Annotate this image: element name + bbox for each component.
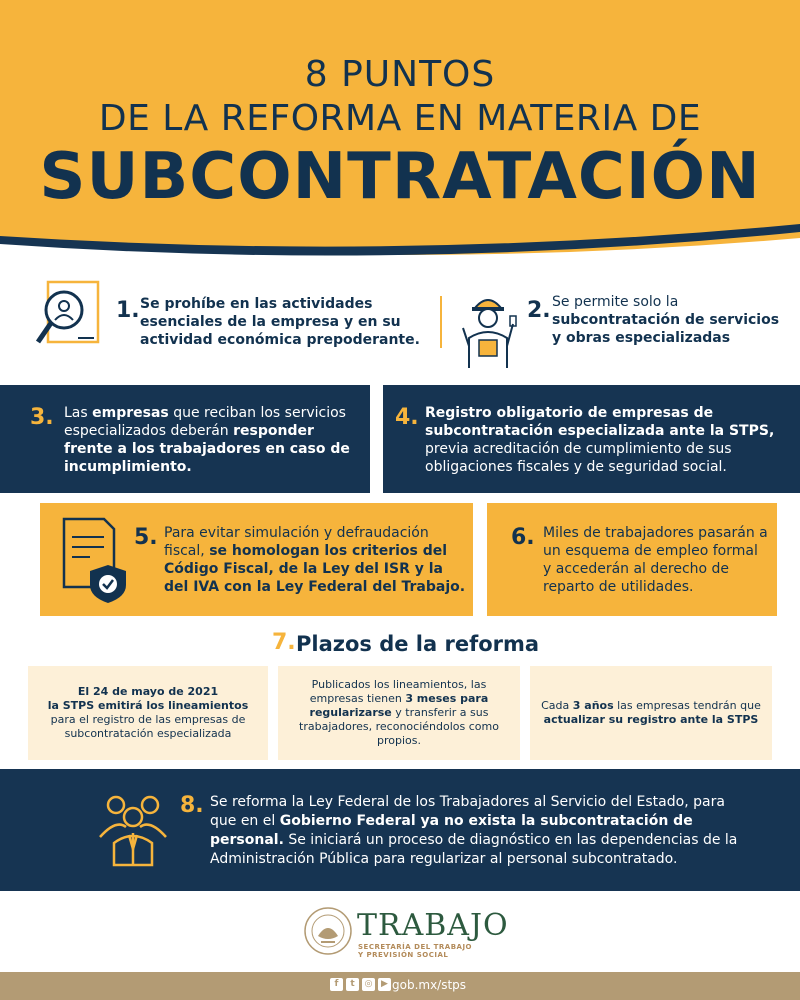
secretaria-label (358, 943, 472, 959)
instagram-icon[interactable]: ◎ (362, 978, 375, 991)
point-2-number: 2. (527, 298, 551, 323)
point-6-number: 6. (511, 525, 535, 550)
deadline-card-1 (28, 666, 268, 760)
document-shield-icon (60, 517, 130, 605)
trabajo-wordmark: TRABAJO (357, 908, 509, 943)
worker-icon (455, 290, 521, 370)
title-main: SUBCONTRATACIÓN (39, 140, 761, 214)
point-3-box (0, 385, 370, 493)
deadline-3-b2: actualizar su registro ante la STPS (543, 713, 759, 726)
point-8-t1: Se reforma la Ley Federal de los Trabajadores al Servicio del Estado, para que en el (210, 794, 725, 829)
point-2-bold: subcontratación de servicios y obras especializadas (552, 312, 780, 346)
point-5-bold: se homologan los criterios del Código Fiscal, de la Ley del ISR y la del IVA con la Ley Federal del Trabajo. (164, 543, 466, 595)
deadline-3-t1: Cada (541, 699, 573, 712)
secretaria-line-2: Y PREVISIÓN SOCIAL (358, 951, 449, 959)
point-4-plain: previa acreditación de cumplimiento de sus obligaciones fiscales y de seguridad social. (425, 441, 732, 475)
point-3-t1: Las (64, 405, 93, 421)
mexico-seal-logo (303, 906, 353, 956)
group-people-icon (96, 791, 170, 867)
point-7-number: 7. (272, 630, 296, 655)
point-8-bold: Gobierno Federal ya no exista la subcontratación de personal. (210, 813, 693, 848)
secretaria-line-1: SECRETARÍA DEL TRABAJO (358, 943, 473, 951)
plazos-title: Plazos de la reforma (296, 632, 540, 656)
point-5-number: 5. (134, 525, 158, 550)
point-5-plain: Para evitar simulación y defraudación fiscal, (164, 525, 429, 559)
point-8-t2: Se iniciará un proceso de diagnóstico en las dependencias de la Administración Pública para regularizar al personal subcontratado. (210, 832, 738, 867)
point-1-text: Se prohíbe en las actividades esenciales de la empresa y en su actividad económica prepoderante. (140, 296, 420, 348)
deadline-2-bold: 3 meses para regularizarse (309, 692, 489, 719)
point-5-box (40, 503, 473, 616)
point-8-text (210, 793, 750, 869)
point-4-bold: Registro obligatorio de empresas de subcontratación especializada ante la STPS, (425, 405, 775, 439)
social-icons (330, 978, 391, 991)
deadline-2-t2: y transferir a sus trabajadores, reconociéndolos como propios. (299, 706, 499, 747)
point-6-text: Miles de trabajadores pasarán a un esquema de empleo formal y accederán al derecho de reparto de utilidades. (543, 525, 768, 595)
deadline-1-text: para el registro de las empresas de subcontratación especializada (50, 713, 246, 740)
point-6-box (487, 503, 777, 616)
youtube-icon[interactable]: ▶ (378, 978, 391, 991)
deadline-2-t1: Publicados los lineamientos, las empresas tienen (309, 678, 487, 705)
point-3-b2: responder frente a los trabajadores en caso de incumplimiento. (64, 423, 350, 475)
title-line-2: DE LA REFORMA EN MATERIA DE (98, 98, 702, 139)
title-line-1: 8 PUNTOS (304, 54, 496, 95)
deadline-1-bold: la STPS emitirá los lineamientos (47, 699, 249, 712)
point-4-number: 4. (395, 405, 419, 430)
twitter-icon[interactable]: t (346, 978, 359, 991)
website-link[interactable]: gob.mx/stps (392, 978, 467, 992)
point-4-box (383, 385, 800, 493)
facebook-icon[interactable]: f (330, 978, 343, 991)
header-banner (0, 0, 800, 262)
point-3-t2: que reciban los servicios especializados deberán (64, 405, 346, 439)
deadline-3-b1: 3 años (572, 699, 614, 712)
point-5-text (164, 524, 466, 596)
point-4-text (425, 404, 795, 476)
points-divider (440, 296, 442, 348)
point-3-number: 3. (30, 405, 54, 430)
point-2-plain: Se permite solo la (552, 294, 679, 310)
point-3-b1: empresas (92, 405, 169, 421)
point-1-number: 1. (116, 298, 140, 323)
point-2-text (552, 293, 792, 347)
deadline-card-3 (530, 666, 772, 760)
magnifier-person-icon (34, 280, 104, 356)
point-8-box (0, 769, 800, 891)
deadline-3-t2: las empresas tendrán que (613, 699, 761, 712)
deadline-1-date: El 24 de mayo de 2021 (77, 685, 219, 698)
point-8-number: 8. (180, 793, 204, 818)
deadline-card-2 (278, 666, 520, 760)
point-3-text (64, 404, 364, 476)
